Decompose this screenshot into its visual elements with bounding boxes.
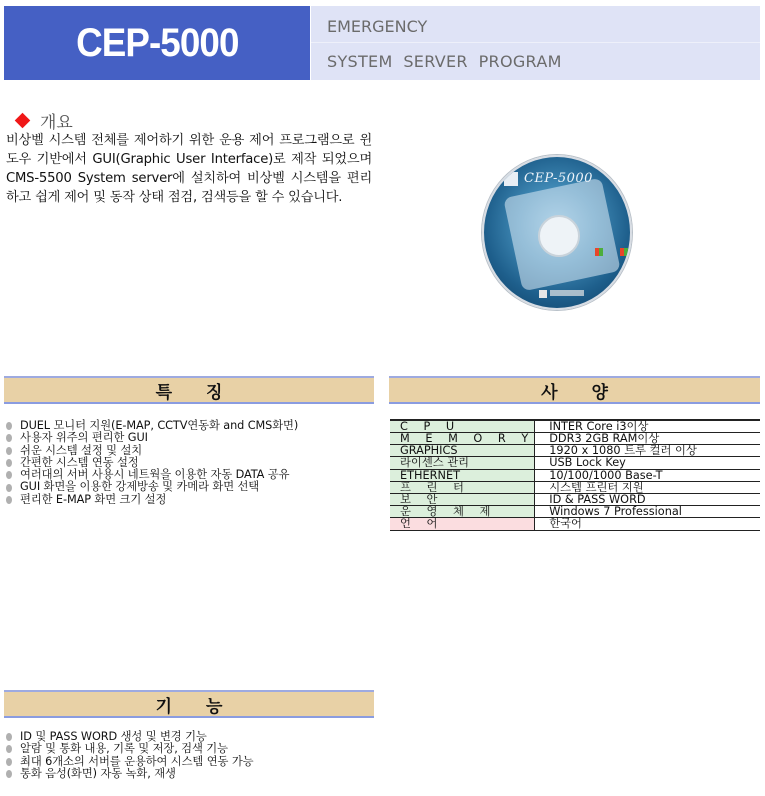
functions-heading: 기 능 <box>155 696 237 717</box>
table-row <box>390 457 760 469</box>
bullet-icon <box>6 733 12 741</box>
cd-logo-icon <box>504 172 518 186</box>
cd-title: CEP-5000 <box>524 171 593 186</box>
list-item-text: 통화 음성(화면) 자동 녹화, 재생 <box>20 766 176 780</box>
overview-text: 비상벨 시스템 전체를 제어하기 위한 운용 제어 프로그램으로 윈도우 기반에서 GUI(Graphic User Interface)로 제작 되었으며 CMS-5500 System server에 설치하여 비상벨 시스템을 편리하고 쉽게 제어 및 동작 상태 점검, 검색등을 할 수 있습니다. <box>6 133 372 205</box>
bullet-icon <box>6 459 12 467</box>
product-title-banner <box>4 6 310 80</box>
bullet-icon <box>6 434 12 442</box>
subtitle-line-2: SYSTEM SERVER PROGRAM <box>327 52 562 71</box>
list-item-text: 편리한 E-MAP 화면 크기 설정 <box>20 492 167 506</box>
bullet-icon <box>6 770 12 778</box>
list-item-text: 간편한 시스템 연동 설정 <box>20 455 139 469</box>
subtitle-divider <box>311 42 760 43</box>
spec-key: ETHERNET <box>390 469 535 481</box>
windows-logo-icon <box>620 248 628 256</box>
list-item-text: 쉬운 시스템 설정 및 설치 <box>20 443 143 457</box>
spec-key: 언 어 <box>390 518 535 530</box>
features-section-header <box>4 376 374 404</box>
spec-value: INTER Core i3이상 <box>535 420 760 433</box>
spec-key: 보 안 <box>390 493 535 505</box>
spec-value: 10/100/1000 Base-T <box>535 469 760 481</box>
functions-list <box>6 731 253 780</box>
table-row <box>390 518 760 530</box>
bullet-icon <box>6 758 12 766</box>
functions-section-header <box>4 690 374 718</box>
spec-value: USB Lock Key <box>535 457 760 469</box>
list-item-text: 최대 6개소의 서버를 운용하여 시스템 연동 가능 <box>20 754 254 768</box>
red-diamond-icon <box>15 113 31 129</box>
subtitle-line-1: EMERGENCY <box>327 17 428 36</box>
bullet-icon <box>6 484 12 492</box>
list-item <box>6 768 253 780</box>
cd-company-name <box>550 290 584 296</box>
list-item <box>6 743 253 755</box>
features-list <box>6 420 298 506</box>
overview-heading <box>14 108 73 133</box>
bullet-icon <box>6 745 12 753</box>
spec-key: C P U <box>390 420 535 433</box>
specs-section-header <box>389 376 760 404</box>
subtitle-banner <box>311 6 760 80</box>
specs-heading: 사 양 <box>541 382 622 403</box>
overview-title: 개요 <box>40 113 73 133</box>
specs-table <box>390 419 760 531</box>
list-item-text: 사용자 위주의 편리한 GUI <box>20 431 148 445</box>
list-item-text: DUEL 모니터 지원(E-MAP, CCTV연동화 and CMS화면) <box>20 419 299 432</box>
spec-value: 시스템 프린터 지원 <box>535 481 760 493</box>
list-item-text: 여러대의 서버 사용시 네트웍을 이용한 자동 DATA 공유 <box>20 468 290 482</box>
bullet-icon <box>6 447 12 455</box>
cd-company-logo-icon <box>539 290 547 298</box>
spec-value: 1920 x 1080 트루 컬러 이상 <box>535 445 760 457</box>
features-heading: 특 징 <box>155 382 237 403</box>
product-cd-image <box>482 155 632 310</box>
bullet-icon <box>6 496 12 504</box>
table-row <box>390 506 760 518</box>
windows-logo-icon <box>595 248 603 256</box>
table-row <box>390 433 760 445</box>
product-title: CEP-5000 <box>75 20 239 65</box>
bullet-icon <box>6 422 12 430</box>
list-item <box>6 432 298 444</box>
spec-value: ID & PASS WORD <box>535 493 760 505</box>
spec-key: 프 린 터 <box>390 481 535 493</box>
spec-key: 운 영 체 제 <box>390 506 535 518</box>
list-item <box>6 481 298 493</box>
spec-value: Windows 7 Professional <box>535 506 760 518</box>
table-row <box>390 420 760 433</box>
table-row <box>390 469 760 481</box>
list-item <box>6 494 298 506</box>
spec-key: 라이센스 관리 <box>390 457 535 469</box>
list-item-text: 알람 및 통화 내용, 기록 및 저장, 검색 기능 <box>20 742 228 756</box>
spec-value: DDR3 2GB RAM이상 <box>535 433 760 445</box>
cd-center-hole <box>538 215 580 257</box>
spec-value: 한국어 <box>535 518 760 530</box>
spec-key: GRAPHICS <box>390 445 535 457</box>
spec-key: M E M O R Y <box>390 433 535 445</box>
list-item-text: GUI 화면을 이용한 강제방송 및 카메라 화면 선택 <box>20 480 260 494</box>
table-row <box>390 493 760 505</box>
bullet-icon <box>6 471 12 479</box>
table-row <box>390 481 760 493</box>
list-item-text: ID 및 PASS WORD 생성 및 변경 기능 <box>20 730 207 743</box>
